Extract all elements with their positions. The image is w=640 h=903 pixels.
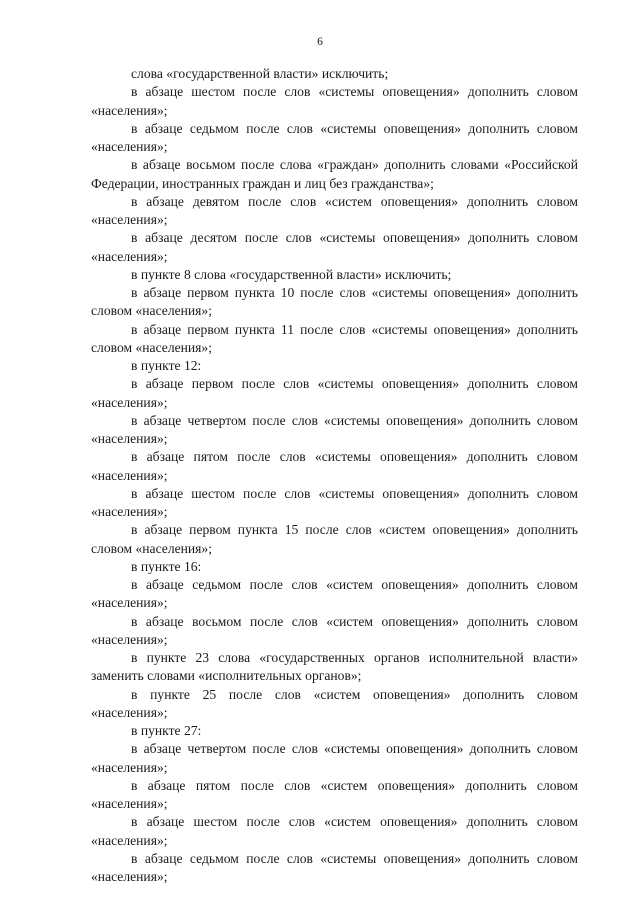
paragraph: слова «государственной власти» исключить; bbox=[131, 66, 389, 81]
paragraph: в абзаце седьмом после слов «системы оповещения» дополнить словом «населения»; bbox=[91, 850, 578, 884]
document-body bbox=[91, 65, 578, 886]
paragraph: в пункте 27: bbox=[131, 723, 202, 738]
paragraph: в абзаце пятом после слов «системы оповещения» дополнить словом «населения»; bbox=[91, 449, 578, 483]
paragraph: в пункте 25 после слов «систем оповещения» дополнить словом «населения»; bbox=[91, 686, 578, 720]
paragraph: в абзаце восьмом после слов «систем оповещения» дополнить словом «населения»; bbox=[91, 613, 578, 647]
page-number: 6 bbox=[317, 36, 323, 48]
paragraph: в пункте 12: bbox=[131, 358, 202, 373]
paragraph: в абзаце шестом после слов «системы оповещения» дополнить словом «населения»; bbox=[91, 485, 578, 519]
paragraph: в абзаце четвертом после слов «системы оповещения» дополнить словом «населения»; bbox=[91, 741, 578, 775]
paragraph: в пункте 8 слова «государственной власти» исключить; bbox=[131, 266, 452, 282]
paragraph: в абзаце первом пункта 11 после слов «системы оповещения» дополнить словом «населения»; bbox=[91, 321, 578, 355]
paragraph: в абзаце первом пункта 15 после слов «систем оповещения» дополнить словом «населения»; bbox=[91, 522, 578, 556]
paragraph: в пункте 16: bbox=[131, 558, 202, 574]
paragraph: в пункте 23 слова «государственных органов исполнительной власти» заменить словами «исполнительных органов»; bbox=[91, 650, 578, 684]
paragraph: в абзаце десятом после слов «системы оповещения» дополнить словом «населения»; bbox=[91, 230, 578, 264]
paragraph: в абзаце первом после слов «системы оповещения» дополнить словом «населения»; bbox=[91, 376, 578, 410]
paragraph: в абзаце шестом после слов «систем оповещения» дополнить словом «населения»; bbox=[91, 814, 578, 848]
paragraph: в абзаце первом пункта 10 после слов «системы оповещения» дополнить словом «населения»; bbox=[91, 285, 578, 319]
paragraph: в абзаце пятом после слов «систем оповещения» дополнить словом «населения»; bbox=[91, 777, 578, 811]
paragraph: в абзаце девятом после слов «систем оповещения» дополнить словом «населения»; bbox=[91, 193, 578, 227]
paragraph: в абзаце шестом после слов «системы оповещения» дополнить словом «населения»; bbox=[91, 84, 578, 118]
paragraph: в абзаце седьмом после слов «системы оповещения» дополнить словом «населения»; bbox=[91, 120, 578, 154]
paragraph: в абзаце седьмом после слов «систем оповещения» дополнить словом «населения»; bbox=[91, 577, 578, 611]
paragraph: в абзаце четвертом после слов «системы оповещения» дополнить словом «населения»; bbox=[91, 412, 578, 446]
paragraph: в абзаце восьмом после слова «граждан» дополнить словами «Российской Федерации, иностранных граждан и лиц без гражданства»; bbox=[91, 157, 578, 191]
